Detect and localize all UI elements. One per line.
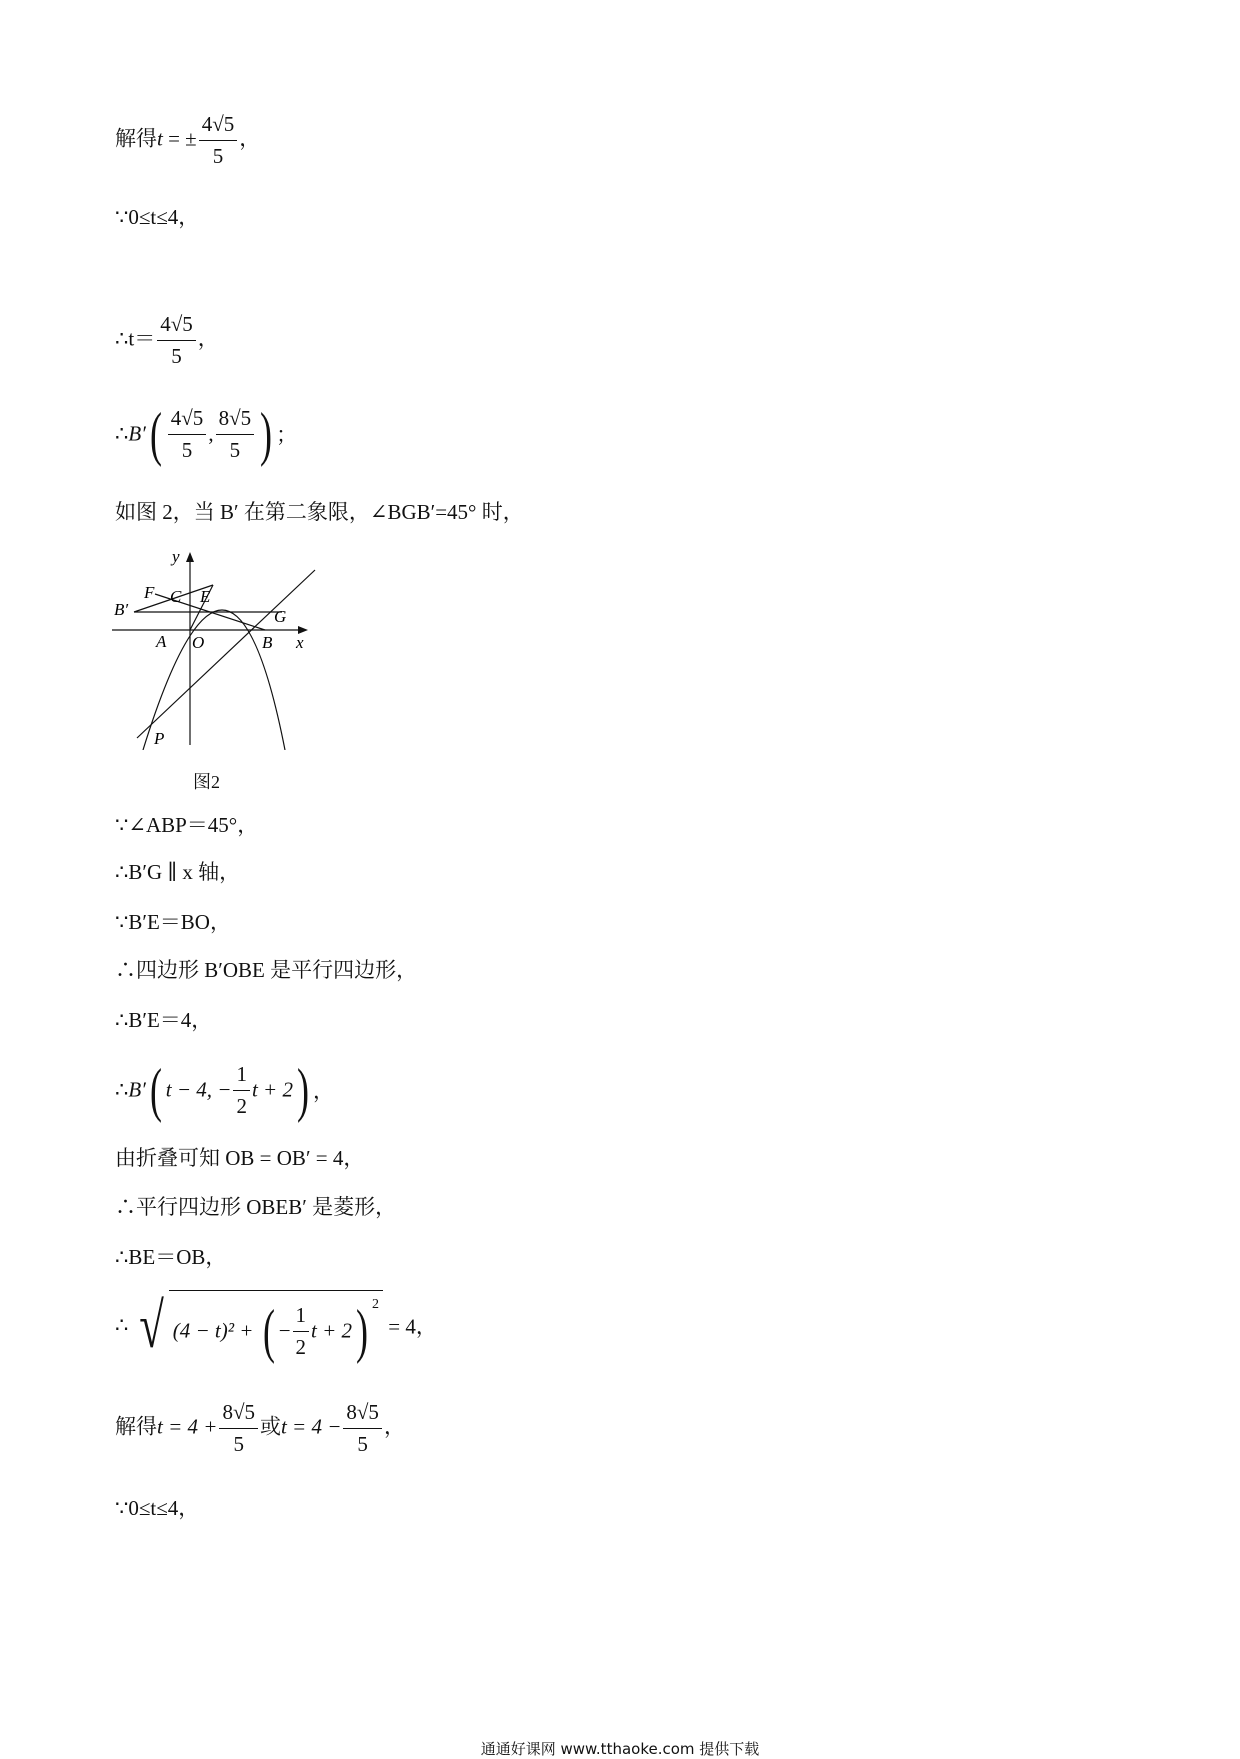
fraction: $\frac{4√5}{5}$ [157, 312, 196, 369]
label-o: O [192, 633, 205, 652]
line-solve-t-1: 解得t = ± $\frac{4√5}{5}$ ， [115, 112, 261, 168]
right-paren: ) [296, 1057, 309, 1123]
fraction: $\frac{8√5}{5}$ [216, 406, 255, 463]
line-parallel-x: ∴B′G ∥ x 轴， [115, 860, 241, 884]
line-condition-2: ∵0≤t≤4， [115, 1496, 200, 1520]
line-distance-equation: ∴ √ (4 − t)² + ( − $\frac{1}{2}$ t + 2) $^2$ = 4， [115, 1289, 437, 1365]
figure-caption: 图2 [193, 772, 220, 792]
line-angle-abp: ∵∠ABP＝45°， [115, 813, 259, 837]
label-e: E [200, 587, 211, 606]
page-footer: 通通好课网 www.tthaoke.com 提供下载 [480, 1740, 760, 1758]
left-paren: ( [149, 401, 162, 467]
label-c: C [170, 587, 182, 606]
label-x: x [296, 633, 304, 652]
label-a: A [156, 632, 167, 651]
line-condition-1: ∵0≤t≤4， [115, 205, 200, 229]
label-g: G [274, 607, 287, 626]
line-be-eq-ob: ∴BE＝OB， [115, 1245, 227, 1269]
radical-sign: √ [138, 1289, 164, 1361]
line-point-b-prime-1: ∴B′( $\frac{4√5}{5}$ , $\frac{8√5}{5}$ ) ； [115, 401, 298, 467]
right-paren: ) [260, 401, 273, 467]
fraction: $\frac{8√5}{5}$ [343, 1400, 382, 1457]
fraction: $\frac{4√5}{5}$ [168, 406, 207, 463]
line-be-eq-bo: ∵B′E＝BO， [115, 910, 231, 934]
label-b-prime: B′ [114, 600, 129, 619]
label-y: y [172, 550, 180, 566]
label-b: B [262, 633, 273, 652]
fraction: $\frac{1}{2}$ [293, 1303, 310, 1360]
line-case-figure-2: 如图 2，当 B′ 在第二象限，∠BGB′=45° 时， [115, 500, 524, 524]
line-fold-ob: 由折叠可知 OB = OB′ = 4， [115, 1146, 365, 1170]
fraction: $\frac{1}{2}$ [233, 1062, 250, 1119]
line-point-b-prime-2: ∴B′( t − 4, − $\frac{1}{2}$ t + 2) ， [115, 1057, 334, 1123]
line-therefore-t: ∴t＝ $\frac{4√5}{5}$ ， [115, 312, 219, 368]
line-solve-t-2: 解得t = 4 + $\frac{8√5}{5}$ 或t = 4 − $\frac{8√5}{5}$ ， [115, 1400, 405, 1456]
line-be-eq-4: ∴B′E＝4， [115, 1008, 213, 1032]
fraction: $\frac{4√5}{5}$ [199, 112, 238, 169]
left-paren: ( [262, 1298, 275, 1365]
label-p: P [154, 729, 165, 748]
line-rhombus: ∴平行四边形 OBEB′ 是菱形， [115, 1195, 397, 1219]
radicand: (4 − t)² + ( − $\frac{1}{2}$ t + 2) $^2$ [169, 1290, 383, 1361]
label-f: F [144, 583, 155, 602]
left-paren: ( [149, 1057, 162, 1123]
figure-2-diagram [110, 550, 325, 750]
right-paren: ) [356, 1298, 369, 1365]
fraction: $\frac{8√5}{5}$ [219, 1400, 258, 1457]
line-parallelogram: ∴四边形 B′OBE 是平行四边形， [115, 958, 418, 982]
